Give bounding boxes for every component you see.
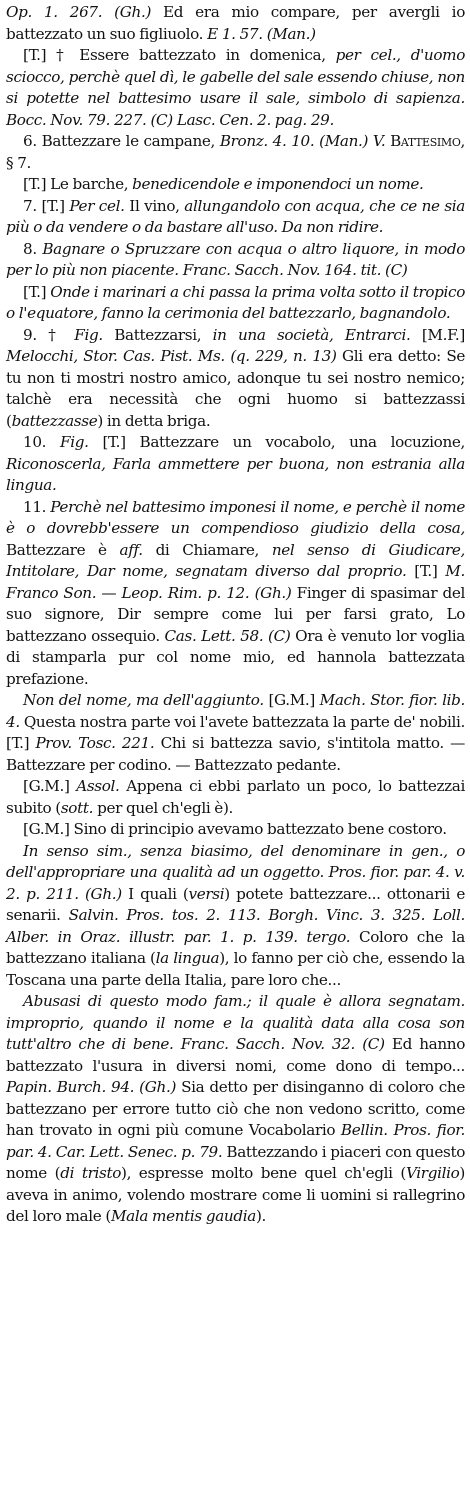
- text: [G.M.]: [268, 691, 320, 709]
- italic-text: Virgilio: [405, 1164, 460, 1182]
- text: Questa nostra parte voi l'avete battezzata la parte de' nobili. [T.]: [6, 712, 465, 752]
- text: [G.M.]: [23, 777, 77, 795]
- italic-text: battezzasse: [11, 411, 98, 430]
- text: Ed era mio compare, per avergli io battezzato un suo figliuolo.: [6, 3, 465, 43]
- text: [G.M.] Sino di principio avevamo battezzato bene costoro.: [23, 820, 447, 838]
- italic-text: Melocchi, Stor. Cas. Pist. Ms. (q. 229, n. 13): [6, 347, 337, 365]
- italic-text: Assol.: [76, 777, 120, 795]
- italic-text: sott.: [60, 798, 94, 817]
- entry-paragraph: [6, 819, 465, 841]
- text: Il vino,: [129, 196, 185, 215]
- entry-paragraph: [6, 239, 465, 282]
- italic-text: Onde i marinari a chi passa la prima volta sotto il tropico o l'equatore, fanno la cerimonia del battezzarlo, bagnandolo.: [6, 282, 466, 322]
- italic-text: Cas. Lett. 58. (C): [164, 626, 291, 645]
- italic-text: la lingua: [155, 949, 220, 967]
- text: 9. †: [23, 325, 75, 344]
- text: ), lo fanno per ciò che, essendo la Toscana una parte della Italia, pare loro che...: [6, 949, 465, 989]
- entry-paragraph: [6, 2, 465, 45]
- text: di Chiamare,: [155, 540, 272, 559]
- text: ) potete battezzare... ottonarii e senarii.: [6, 884, 465, 924]
- italic-text: Mach. Stor. fior. lib. 4.: [6, 691, 465, 731]
- text: [T.]: [23, 282, 51, 301]
- text: ) aveva in animo, volendo mostrare come li uomini si rallegrino del loro male (: [6, 1164, 465, 1225]
- text: Ora è venuto lor voglia di stamparla pur col nome mio, ed hannola battezzata prefazione.: [6, 626, 466, 688]
- entry-paragraph: [6, 196, 465, 239]
- italic-text: Prov. Tosc. 221.: [35, 734, 155, 752]
- italic-text: allungandolo con acqua, che ce ne sia più o da vendere o da bastare all'uso. Da non ridire.: [6, 196, 466, 236]
- text: , § 7.: [6, 132, 465, 172]
- text: 7. [T.]: [23, 196, 70, 215]
- entry-paragraph: [6, 131, 465, 174]
- italic-text: Per cel.: [69, 196, 130, 215]
- italic-text: Rim. p. 12. (Gh.): [167, 583, 292, 602]
- text: Finger di spasimar del suo signore, Dir sempre come lui per farsi grato, Lo battezzano ossequio.: [6, 583, 465, 645]
- text: [T.] Battezzare un vocabolo, una locuzione,: [102, 433, 465, 451]
- text: Appena ci ebbi parlato un poco, lo battezzai subito (: [6, 777, 466, 817]
- text: [T.] † Essere battezzato in domenica,: [23, 46, 336, 64]
- italic-text: Papin. Burch. 94. (Gh.): [6, 1078, 177, 1096]
- italic-text: Non del nome, ma dell'aggiunto.: [23, 691, 269, 709]
- entry-paragraph: [6, 174, 465, 196]
- italic-text: aff.: [119, 540, 156, 559]
- italic-text: E 1. 57. (Man.): [207, 24, 316, 43]
- italic-text: Perchè nel battesimo imponesi il nome, e perchè il nome è o dovrebb'essere un compendioso giudizio della cosa,: [6, 497, 465, 537]
- text: ) in detta briga.: [97, 411, 211, 430]
- italic-text: nel senso di Giudicare, Intitolare, Dar nome, segnatam diverso dal proprio.: [6, 540, 466, 580]
- text: [T.]: [414, 562, 446, 580]
- entry-paragraph: [6, 690, 465, 776]
- text: Gli era detto: Se tu non ti mostri nostro amico, adonque tu sei nostro nemico; talchè era necessità che ogni huomo si battezzassi (: [6, 347, 466, 430]
- text: I quali (: [121, 884, 189, 903]
- text: Coloro che la battezzano italiana (: [6, 927, 465, 967]
- entry-paragraph: [6, 282, 465, 325]
- entry-paragraph: [6, 432, 465, 497]
- entry-paragraph: [6, 325, 465, 433]
- italic-text: versi: [188, 884, 225, 903]
- text: Ed hanno battezzato l'usura in diversi nomi, come dono di tempo...: [6, 1035, 465, 1075]
- italic-text: Fig.: [74, 325, 115, 344]
- text: 11.: [23, 497, 51, 516]
- text: [M.F.]: [421, 325, 465, 344]
- italic-text: Mala mentis gaudia: [110, 1207, 256, 1225]
- italic-text: In senso sim., senza biasimo, del denominare in gen., o dell'appropriare una qualità ad un oggetto. Pros. fior. par. 4. v. 2. p. 211. (Gh.): [6, 841, 465, 903]
- italic-text: Bronz. 4. 10. (Man.) V.: [219, 132, 391, 150]
- text: 6. Battezzare le campane,: [23, 132, 220, 150]
- italic-text: in una società, Entrarci.: [212, 325, 422, 344]
- text: 10.: [23, 433, 61, 451]
- entry-paragraph: [6, 991, 465, 1228]
- italic-text: Bagnare o Spruzzare con acqua o altro liquore, in modo per lo più non piacente. Franc. Sacch. Nov. 164. tit. (C): [6, 239, 465, 279]
- italic-text: Bellin. Pros. fior. par. 4. Car. Lett. Senec. p. 79.: [6, 1121, 465, 1161]
- text: [T.] Le barche,: [23, 175, 133, 193]
- italic-text: di tristo: [60, 1164, 122, 1182]
- text: 8.: [23, 239, 43, 258]
- text: Battezzando i piaceri con questo nome (: [6, 1142, 465, 1182]
- entry-paragraph: [6, 45, 465, 131]
- text: per quel ch'egli è).: [93, 798, 234, 817]
- italic-text: Abusasi di questo modo fam.; il quale è allora segnatam. improprio, quando il nome e la qualità data alla cosa son tutt'altro che di bene. Franc. Sacch. Nov. 32. (C): [6, 992, 465, 1053]
- italic-text: benedicendole e imponendoci un nome.: [132, 175, 424, 193]
- italic-text: Riconoscerla, Farla ammettere per buona, non estrania alla lingua.: [6, 454, 465, 494]
- text: Battezzarsi,: [114, 325, 213, 344]
- text: ).: [255, 1207, 266, 1225]
- entry-paragraph: [6, 841, 465, 992]
- italic-text: Op. 1. 267. (Gh.): [6, 3, 164, 21]
- text: Chi si battezza savio, s'intitola matto. — Battezzare per codino. — Battezzato pedante.: [6, 734, 465, 774]
- entry-paragraph: [6, 497, 465, 691]
- small-caps-text: Battesimo: [390, 132, 461, 150]
- text: Sia detto per disinganno di coloro che battezzano per errore tutto ciò che non vedono scritto, come han trovato in ogni più comune Vocabolario: [6, 1078, 465, 1139]
- text: Battezzare è: [6, 540, 120, 559]
- italic-text: Fig.: [60, 433, 103, 451]
- entry-paragraph: [6, 776, 465, 819]
- italic-text: Salvin. Pros. tos. 2. 113. Borgh. Vinc. 3. 325. Loll. Alber. in Oraz. illustr. par. 1. p. 139. tergo.: [6, 906, 465, 946]
- text: ), espresse molto bene quel ch'egli (: [121, 1164, 406, 1182]
- italic-text: per cel., d'uomo sciocco, perchè quel dì, le gabelle del sale essendo chiuse, non si potette nel battesimo usare il sale, simbolo di sapienza. Bocc. Nov. 79. 227. (C) Lasc. Cen. 2. pag. 29.: [6, 46, 465, 129]
- italic-text: M. Franco Son. — Leop.: [6, 562, 465, 602]
